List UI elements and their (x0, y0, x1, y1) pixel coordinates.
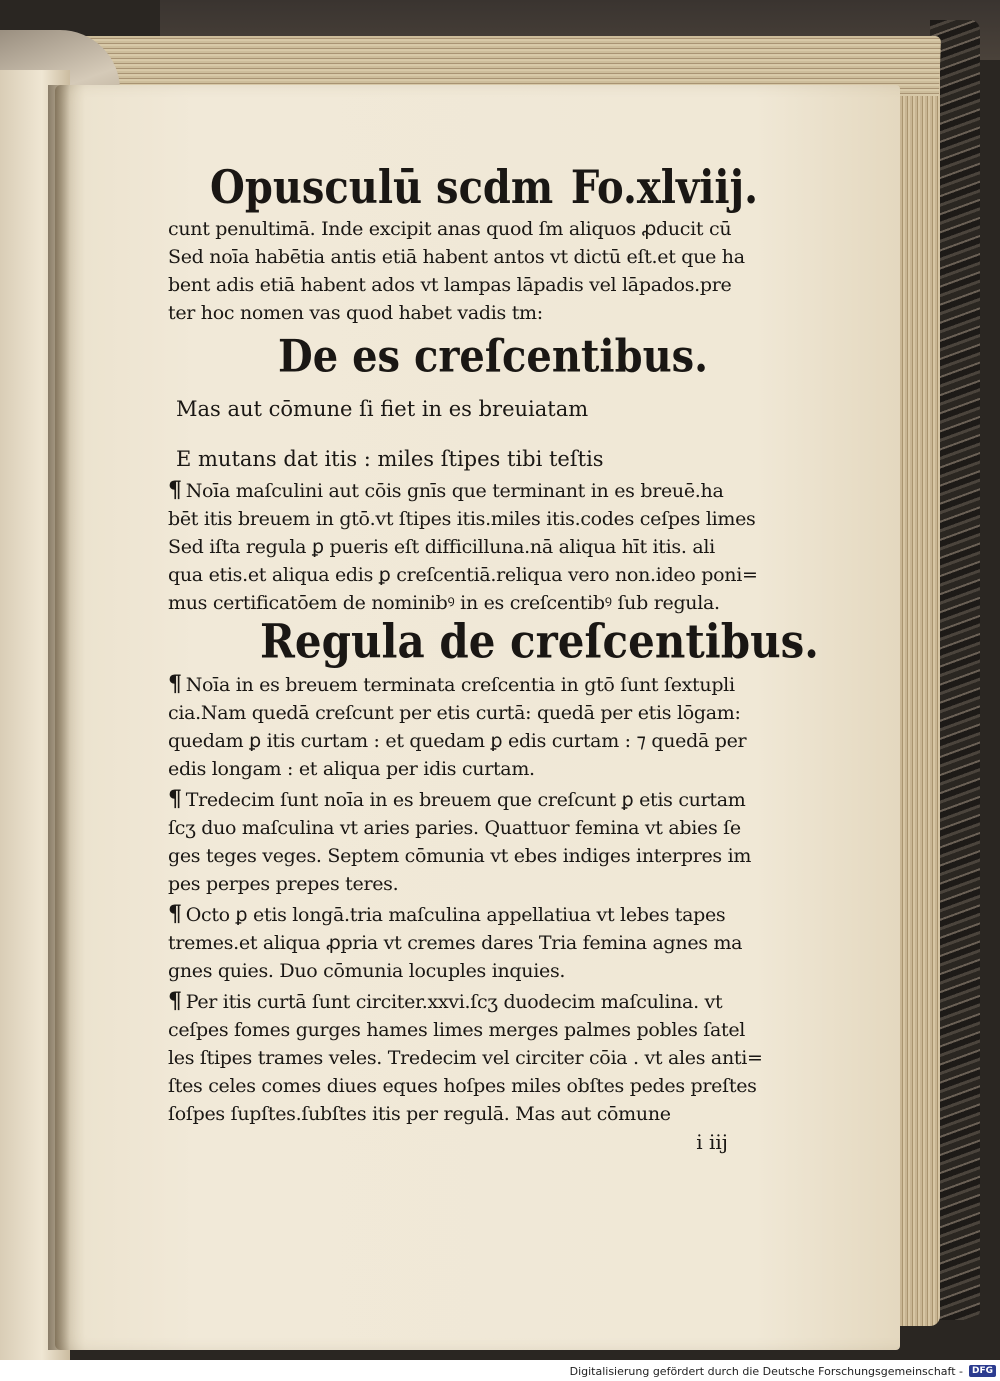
section-heading: De es creſcentibus. (278, 330, 709, 383)
text-line: ter hoc nomen vas quod habet vadis tm: (168, 302, 543, 324)
section-heading: Regula de creſcentibus. (260, 614, 819, 669)
running-head (210, 160, 758, 214)
text-line: bēt itis breuem in gtō.vt ſtipes itis.miles itis.codes ceſpes limes (168, 508, 756, 530)
text-line: tremes.et aliqua ꝓpria vt cremes dares Tria femina agnes ma (168, 932, 743, 954)
text-line: Per itis curtā ſunt circiter.xxvi.ſcʒ duodecim maſculina. vt (185, 991, 723, 1013)
text-line: pes perpes prepes teres. (168, 873, 399, 895)
text-line: Tredecim ſunt noīa in es breuem que creſcunt ꝑ etis curtam (185, 789, 746, 811)
text-line: cunt penultimā. Inde excipit anas quod ſm aliquos ꝓducit cū (168, 218, 732, 240)
text-line: cia.Nam quedā creſcunt per etis curtā: quedā per etis lōgam: (168, 702, 741, 724)
text-line: Sed iſta regula ꝑ pueris eſt difficilluna.nā aliqua hīt itis. ali (168, 536, 715, 558)
pilcrow-mark: ¶ (168, 786, 182, 812)
text-line: ſoſpes ſupſtes.ſubſtes itis per regulā. Mas aut cōmune (168, 1103, 671, 1125)
text-line: Noīa in es breuem terminata creſcentia in gtō ſunt ſextupli (185, 674, 735, 696)
text-line: qua etis.et aliqua edis ꝑ creſcentiā.reliqua vero non.ideo poni= (168, 564, 758, 586)
pilcrow-mark: ¶ (168, 671, 182, 697)
text-line: ſtes celes comes diues eques hoſpes miles obſtes pedes preſtes (168, 1075, 757, 1097)
text-line: Noīa maſculini aut cōis gnīs que terminant in es breuē.ha (185, 480, 724, 502)
footer-credit (570, 1362, 996, 1380)
paragraph (168, 670, 768, 783)
folio-number: Fo.xlviij. (570, 160, 758, 215)
text-line: mus certificatōem de nominibꝰ in es creſcentibꝰ ſub regula. (168, 592, 720, 614)
pilcrow-mark: ¶ (168, 988, 182, 1014)
text-line: ges teges veges. Septem cōmunia vt ebes indiges interpres im (168, 845, 752, 867)
paragraph (168, 476, 768, 617)
text-line: Octo ꝑ etis longā.tria maſculina appellatiua vt lebes tapes (185, 904, 726, 926)
dfg-logo: DFG (969, 1365, 996, 1377)
text-line: edis longam : et aliqua per idis curtam. (168, 758, 535, 780)
paragraph (168, 785, 768, 898)
text-block (168, 150, 819, 1154)
text-line: ceſpes fomes gurges hames limes merges palmes pobles ſatel (168, 1019, 746, 1041)
verse-line: E mutans dat itis : miles ſtipes tibi teſtis (176, 447, 604, 471)
verse-line: Mas aut cōmune ſi fiet in es breuiatam (176, 397, 589, 421)
gutter-shadow (48, 85, 70, 1350)
signature-mark: i iij (696, 1130, 728, 1154)
text-line: Sed noīa habētia antis etiā habent antos vt dictū eſt.et que ha (168, 246, 745, 268)
text-line: les ſtipes trames veles. Tredecim vel circiter cōia . vt ales anti= (168, 1047, 763, 1069)
running-head-title: Opusculū scdm (210, 160, 554, 215)
text-line: ſcʒ duo maſculina vt aries paries. Quattuor femina vt abies ſe (168, 817, 741, 839)
paragraph (168, 987, 768, 1128)
pilcrow-mark: ¶ (168, 901, 182, 927)
pilcrow-mark: ¶ (168, 477, 182, 503)
paragraph (168, 900, 768, 985)
text-line: bent adis etiā habent ados vt lampas lāpadis vel lāpados.pre (168, 274, 732, 296)
intro-paragraph (168, 215, 768, 327)
text-line: quedam ꝑ itis curtam : et quedam ꝑ edis curtam : ⁊ quedā per (168, 730, 747, 752)
text-line: gnes quies. Duo cōmunia locuples inquies. (168, 960, 566, 982)
footer-credit-text: Digitalisierung gefördert durch die Deutsche Forschungsgemeinschaft - (569, 1364, 963, 1378)
